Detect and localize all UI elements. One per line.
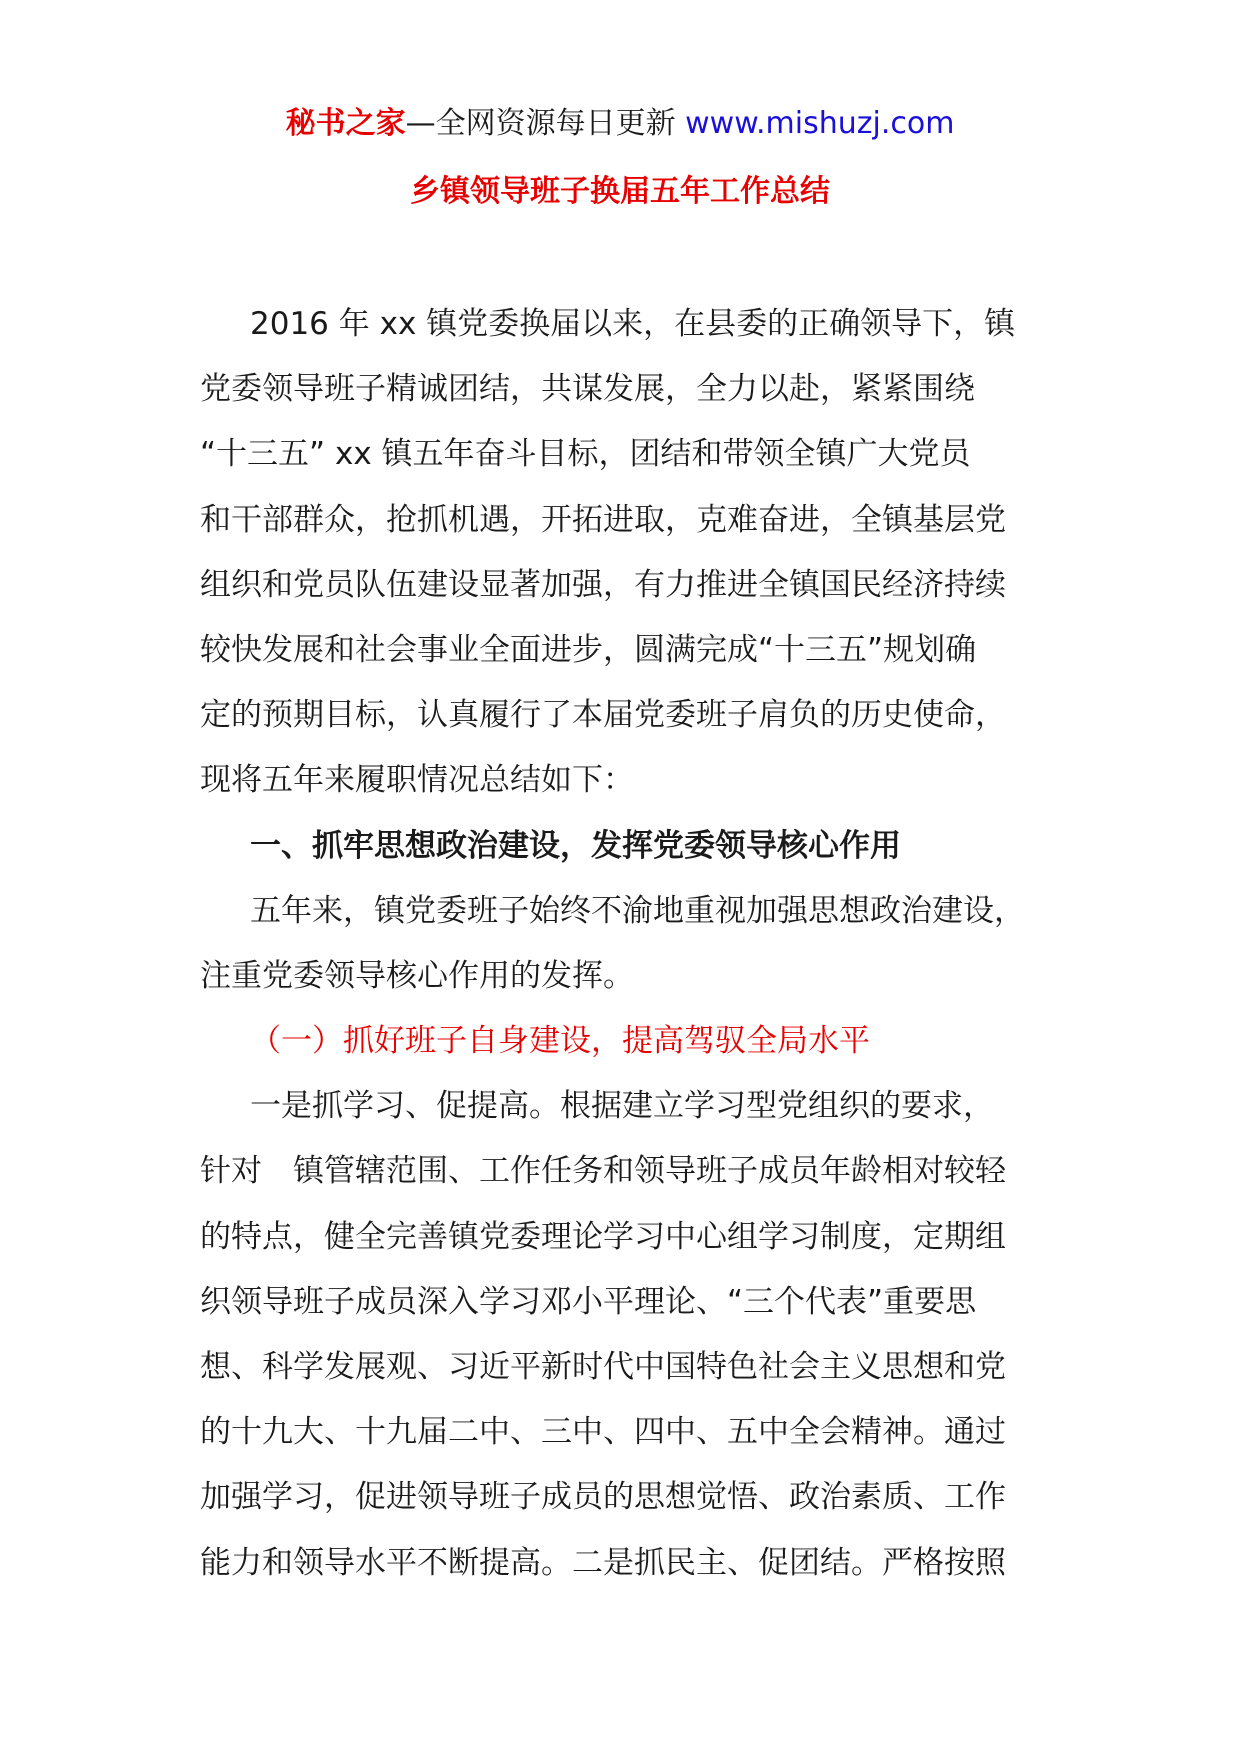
- document-title: 乡镇领导班子换届五年工作总结: [410, 174, 830, 209]
- paragraph-line: 织领导班子成员深入学习邓小平理论、“三个代表”重要思: [200, 1283, 977, 1320]
- section-heading: 一、抓牢思想政治建设，发挥党委领导核心作用: [250, 827, 901, 864]
- paragraph-line: 党委领导班子精诚团结，共谋发展，全力以赴，紧紧围绕: [200, 371, 975, 408]
- site-header: [0, 100, 1240, 148]
- paragraph-line: 能力和领导水平不断提高。二是抓民主、促团结。严格按照: [200, 1544, 1006, 1581]
- paragraph-line: 现将五年来履职情况总结如下：: [200, 762, 634, 799]
- paragraph-line: “十三五” xx 镇五年奋斗目标，团结和带领全镇广大党员: [200, 436, 971, 473]
- paragraph-line: 的十九大、十九届二中、三中、四中、五中全会精神。通过: [200, 1414, 1006, 1451]
- site-url-link[interactable]: www.mishuzj.com: [685, 106, 955, 141]
- site-tagline: —全网资源每日更新: [405, 106, 686, 141]
- paragraph-line: 2016 年 xx 镇党委换届以来，在县委的正确领导下，镇: [250, 306, 1016, 342]
- paragraph-line: 加强学习，促进领导班子成员的思想觉悟、政治素质、工作: [200, 1479, 1006, 1516]
- paragraph-line: 定的预期目标，认真履行了本届党委班子肩负的历史使命，: [200, 697, 1006, 734]
- paragraph-line: 五年来，镇党委班子始终不渝地重视加强思想政治建设，: [250, 892, 1025, 929]
- paragraph-line: 和干部群众，抢抓机遇，开拓进取，克难奋进，全镇基层党: [200, 501, 1006, 538]
- paragraph-line: 注重党委领导核心作用的发挥。: [200, 957, 634, 994]
- document-body: [200, 292, 1072, 1596]
- paragraph-line: 较快发展和社会事业全面进步，圆满完成“十三五”规划确: [200, 631, 977, 668]
- brand-name: 秘书之家: [285, 106, 406, 141]
- paragraph-line: 的特点，健全完善镇党委理论学习中心组学习制度，定期组: [200, 1218, 1006, 1255]
- paragraph-line: 一是抓学习、促提高。根据建立学习型党组织的要求，: [250, 1088, 994, 1125]
- paragraph-line: 组织和党员队伍建设显著加强，有力推进全镇国民经济持续: [200, 566, 1006, 603]
- subsection-heading: （一）抓好班子自身建设，提高驾驭全局水平: [250, 1023, 870, 1060]
- paragraph-line: 针对 镇管辖范围、工作任务和领导班子成员年龄相对较轻: [200, 1153, 1006, 1190]
- paragraph-line: 想、科学发展观、习近平新时代中国特色社会主义思想和党: [200, 1349, 1006, 1385]
